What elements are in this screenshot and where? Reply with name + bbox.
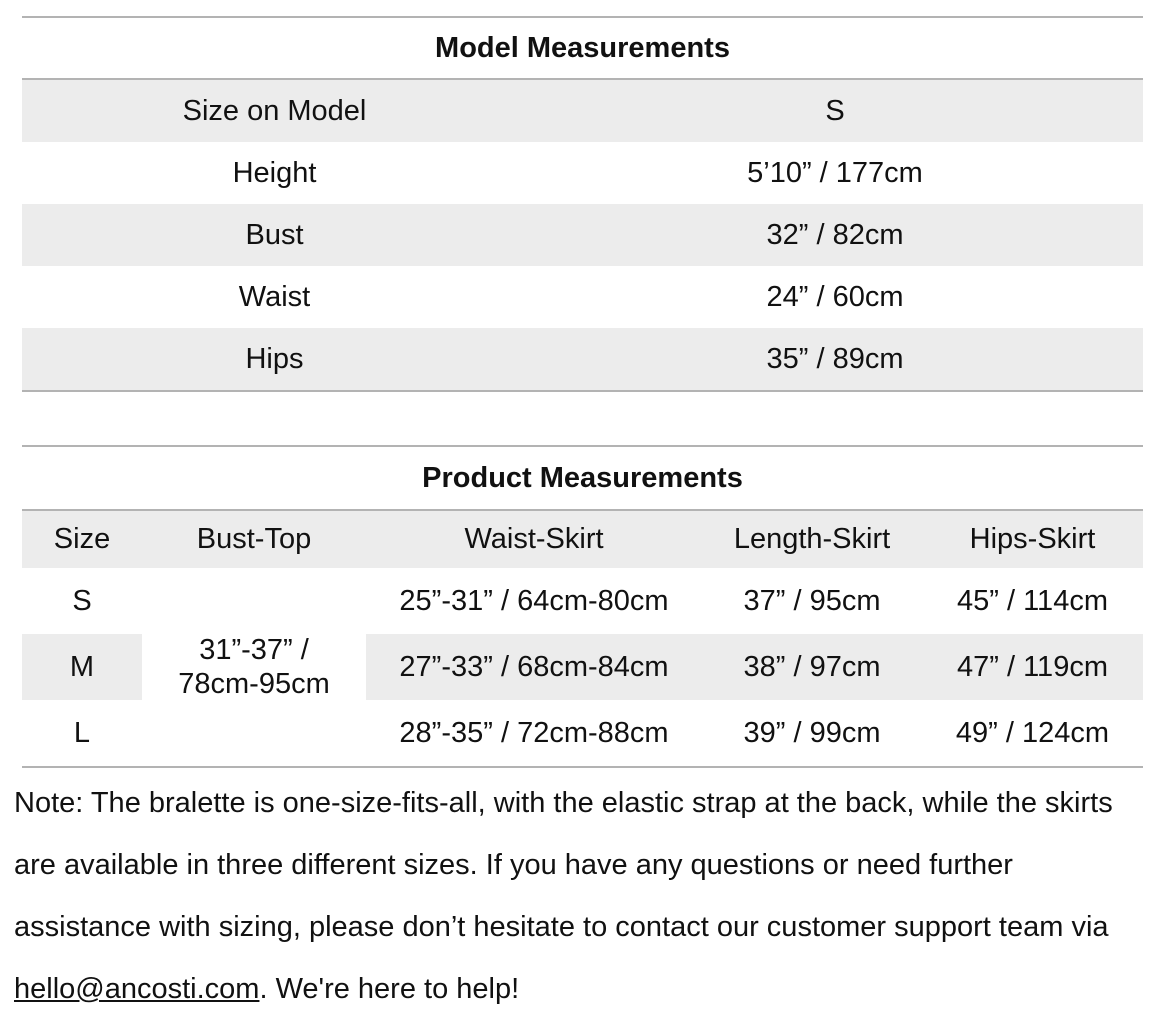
note-text: Note: The bralette is one-size-fits-all, with the elastic strap at the back, while the skirts are available in three different sizes. If you have any questions or need further assistance with sizing, please don’t hesitate to contact our customer support team via [14, 787, 1113, 943]
row-label: Hips [245, 342, 304, 375]
header-bust-top: Bust-Top [196, 523, 312, 555]
row-label: Waist [238, 280, 311, 313]
table-row [22, 266, 1143, 328]
waist-skirt-cell: 28”-35” / 72cm-88cm [399, 716, 669, 749]
row-label: Size on Model [182, 94, 367, 127]
table-bottom-rule [22, 390, 1143, 392]
product-table-body [22, 568, 1143, 766]
length-skirt-cell: 38” / 97cm [743, 650, 881, 683]
size-cell: S [72, 584, 92, 617]
note-paragraph [14, 772, 1154, 1020]
header-waist-skirt: Waist-Skirt [464, 523, 604, 555]
row-value: S [825, 94, 845, 127]
bust-top-line-2: 78cm-95cm [178, 668, 330, 700]
product-measurements-title: Product Measurements [422, 461, 743, 494]
table-row [22, 204, 1143, 266]
table-bottom-rule [22, 766, 1143, 768]
hips-skirt-cell: 47” / 119cm [957, 650, 1108, 683]
bust-top-line-1: 31”-37” / [199, 634, 309, 666]
product-measurements-table [22, 445, 1143, 768]
model-measurements-title: Model Measurements [435, 31, 730, 64]
note-text-end: . We're here to help! [259, 973, 520, 1005]
row-value: 24” / 60cm [766, 280, 904, 313]
table-header-row [22, 511, 1143, 568]
model-measurements-table [22, 16, 1143, 392]
row-value: 35” / 89cm [766, 342, 904, 375]
row-value: 32” / 82cm [766, 218, 904, 251]
waist-skirt-cell: 27”-33” / 68cm-84cm [399, 650, 669, 683]
row-label: Height [232, 156, 317, 189]
header-size: Size [53, 523, 111, 555]
table-row [22, 80, 1143, 142]
header-length-skirt: Length-Skirt [733, 523, 891, 555]
sizing-note [14, 772, 1154, 1020]
table-row [22, 328, 1143, 390]
table-row [22, 142, 1143, 204]
hips-skirt-cell: 49” / 124cm [955, 716, 1110, 749]
row-label: Bust [245, 218, 304, 251]
length-skirt-cell: 39” / 99cm [743, 716, 881, 749]
support-email-link[interactable]: hello@ancosti.com [14, 973, 260, 1005]
length-skirt-cell: 37” / 95cm [743, 584, 881, 617]
size-cell: L [73, 716, 91, 749]
waist-skirt-cell: 25”-31” / 64cm-80cm [399, 584, 669, 617]
row-value: 5’10” / 177cm [747, 156, 923, 189]
header-hips-skirt: Hips-Skirt [969, 523, 1096, 555]
size-cell: M [69, 650, 95, 683]
bust-top-merged-cell [142, 568, 366, 766]
hips-skirt-cell: 45” / 114cm [957, 584, 1108, 617]
